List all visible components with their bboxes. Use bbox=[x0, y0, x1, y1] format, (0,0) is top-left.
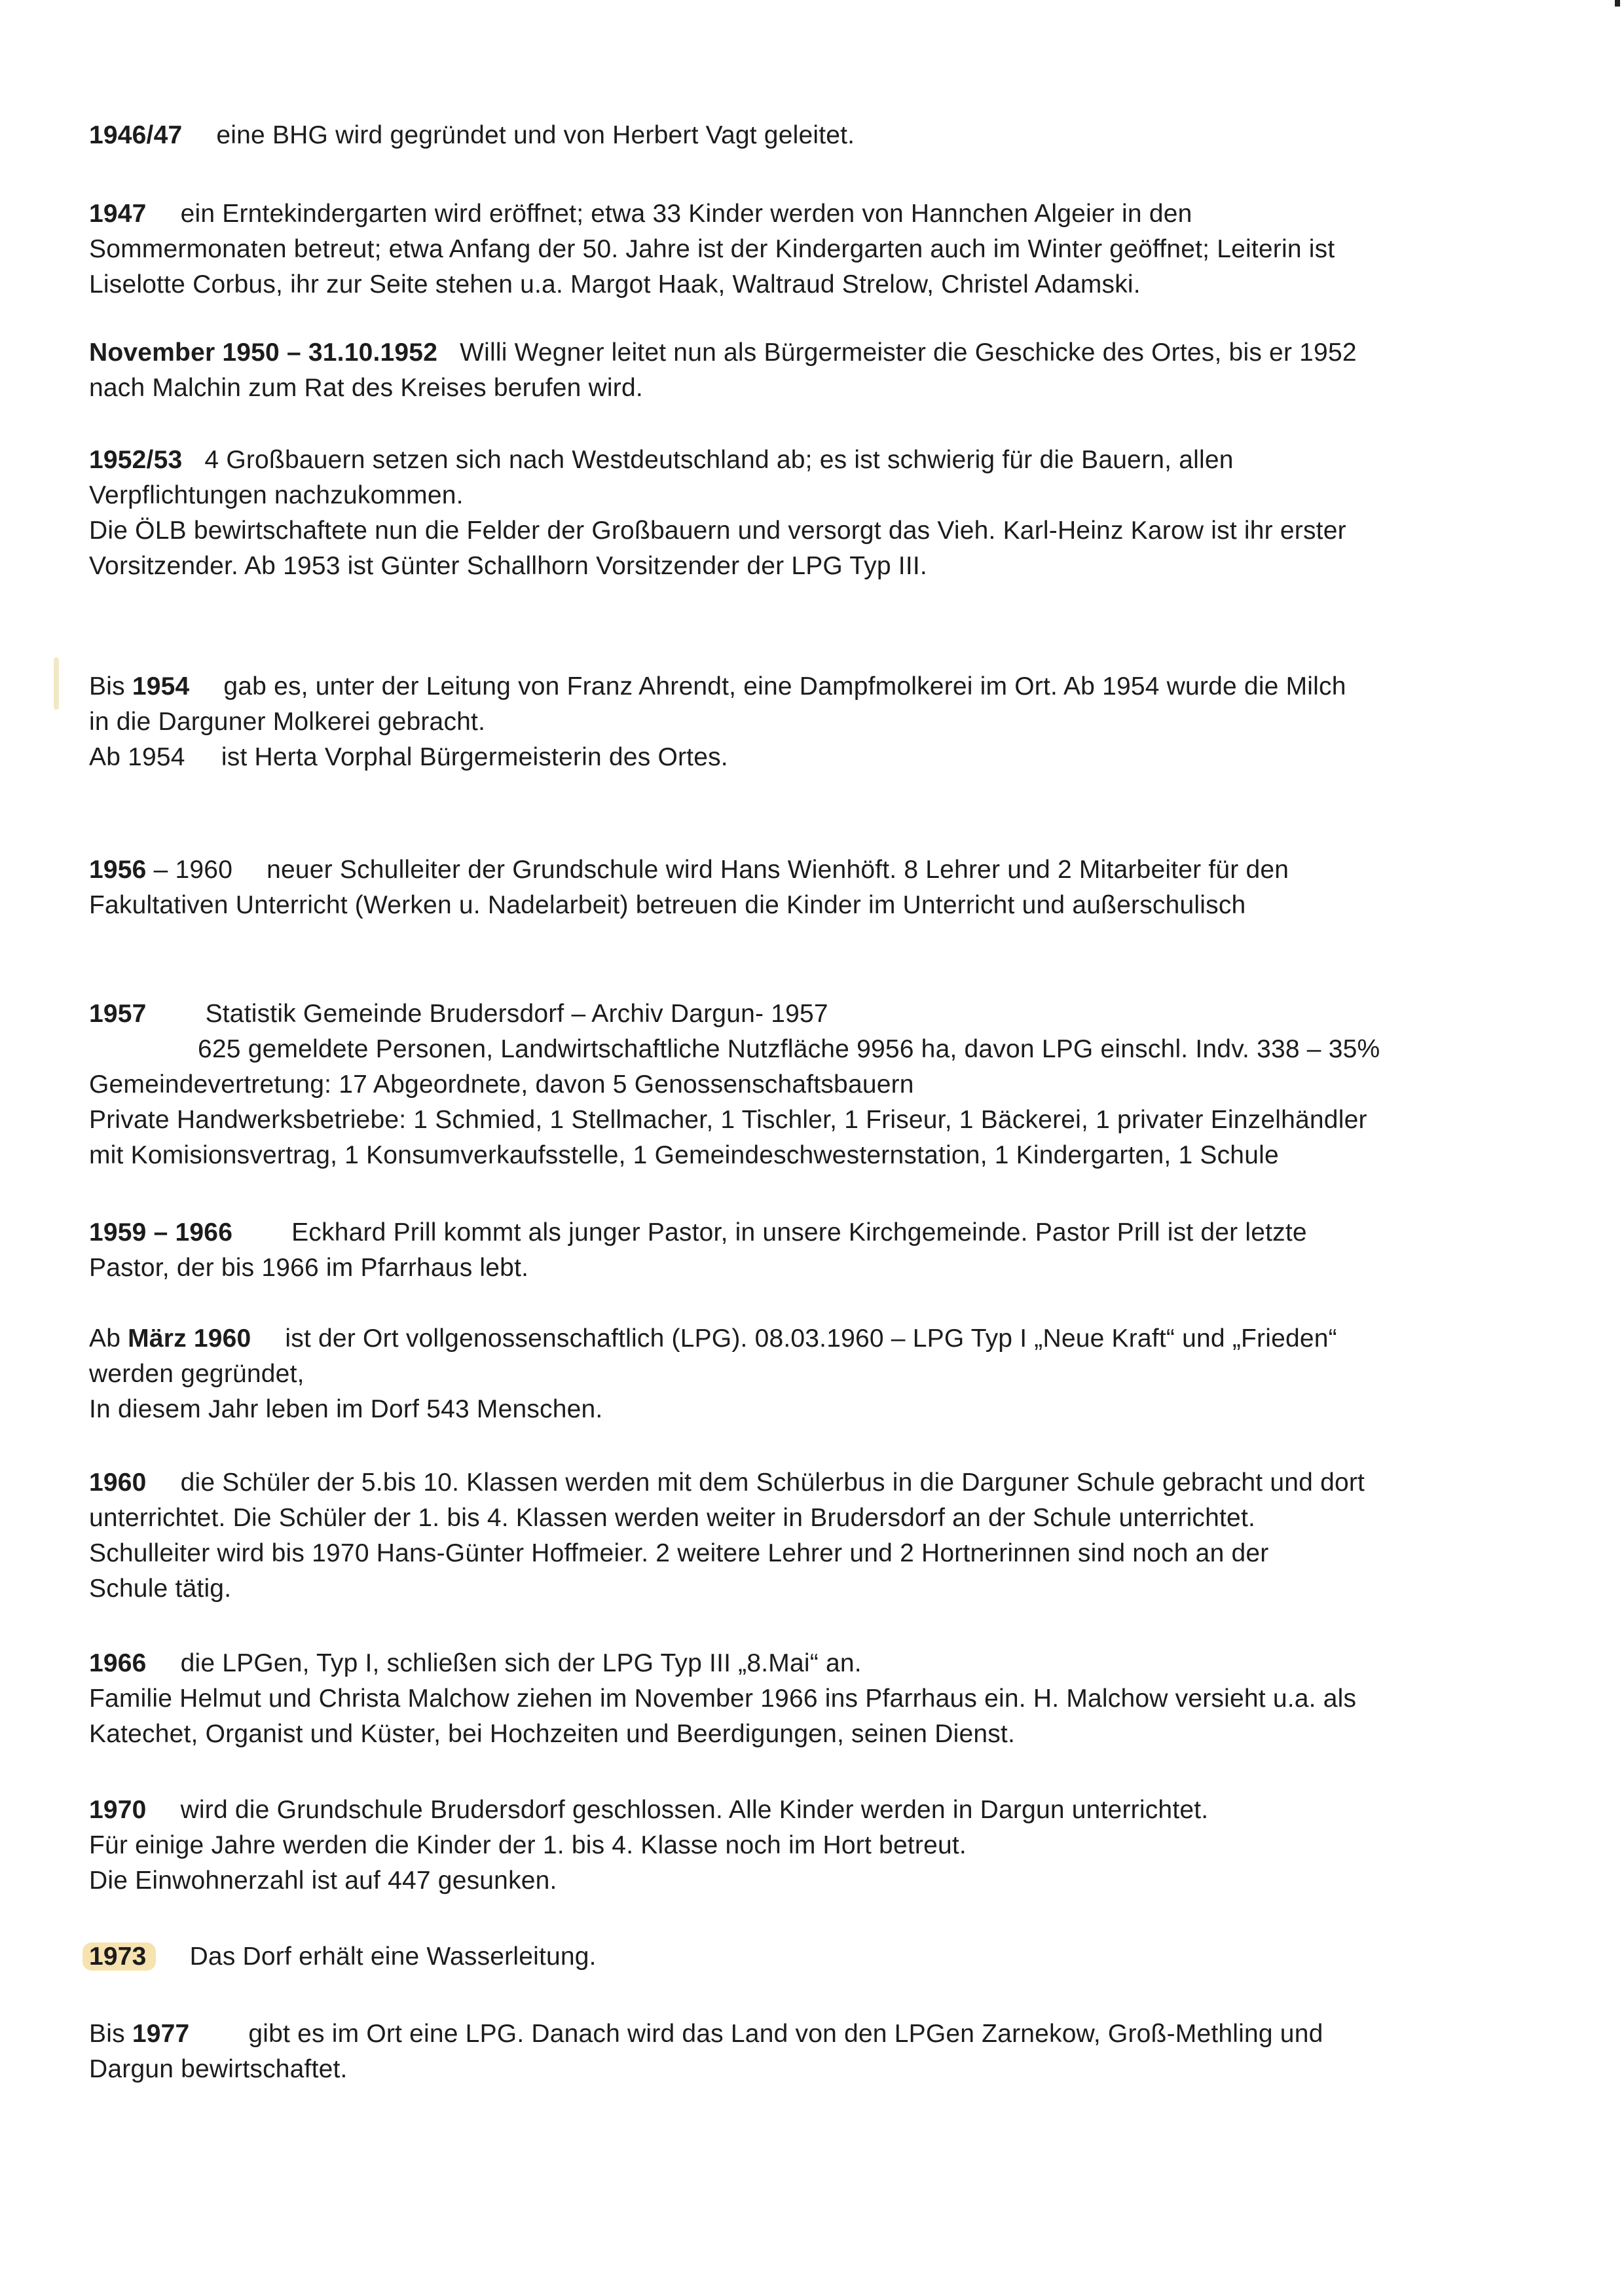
chronicle-entry-1950-1952 bbox=[89, 335, 1477, 406]
chronicle-entry-1966 bbox=[89, 1646, 1477, 1752]
entry-year: 1960 bbox=[89, 1468, 147, 1497]
entry-year: 1970 bbox=[89, 1796, 147, 1824]
entry-prefix: Ab bbox=[89, 1324, 121, 1353]
chronicle-entry-1973 bbox=[89, 1939, 1477, 1975]
entry-text: gibt es im Ort eine LPG. Danach wird das Land von den LPGen Zarnekow, Groß-Methling und bbox=[248, 2020, 1323, 2048]
entry-text: ist der Ort vollgenossenschaftlich (LPG). 08.03.1960 – LPG Typ I „Neue Kraft“ und „Frieden“ bbox=[285, 1324, 1337, 1353]
chronicle-entry-1977 bbox=[89, 2016, 1477, 2087]
scan-edge-mark bbox=[1615, 0, 1620, 7]
entry-year: 1946/47 bbox=[89, 121, 183, 149]
entry-line: In diesem Jahr leben im Dorf 543 Menschen. bbox=[89, 1395, 603, 1423]
entry-text: Eckhard Prill kommt als junger Pastor, in unsere Kirchgemeinde. Pastor Prill ist der letzte bbox=[291, 1218, 1307, 1247]
entry-line bbox=[89, 1939, 1477, 1975]
chronicle-entry-1970 bbox=[89, 1793, 1477, 1899]
chronicle-entry-1959-1966 bbox=[89, 1215, 1477, 1286]
entry-line bbox=[89, 1215, 1477, 1250]
chronicle-entry-1960 bbox=[89, 1465, 1477, 1607]
entry-line bbox=[89, 196, 1477, 232]
entry-line: unterrichtet. Die Schüler der 1. bis 4. Klassen werden weiter in Brudersdorf an der Schule unterrichtet. bbox=[89, 1504, 1256, 1532]
entry-year: 1947 bbox=[89, 200, 147, 228]
chronicle-entry-maerz-1960 bbox=[89, 1321, 1477, 1427]
entry-line: mit Komisionsvertrag, 1 Konsumverkaufsstelle, 1 Gemeindeschwesternstation, 1 Kindergarten, 1 Schule bbox=[89, 1141, 1279, 1169]
entry-prefix: Bis bbox=[89, 2020, 125, 2048]
entry-year: 1966 bbox=[89, 1649, 147, 1677]
entry-line: Vorsitzender. Ab 1953 ist Günter Schallhorn Vorsitzender der LPG Typ III. bbox=[89, 552, 927, 580]
entry-line bbox=[89, 335, 1477, 371]
entry-line: Pastor, der bis 1966 im Pfarrhaus lebt. bbox=[89, 1254, 529, 1282]
entry-line bbox=[89, 1793, 1477, 1828]
entry-year: 1952/53 bbox=[89, 446, 183, 474]
entry-line bbox=[89, 2016, 1477, 2052]
chronicle-entry-1957 bbox=[89, 996, 1477, 1173]
entry-year: 1957 bbox=[89, 1000, 147, 1028]
entry-line: Gemeindevertretung: 17 Abgeordnete, davon 5 Genossenschaftsbauern bbox=[89, 1070, 914, 1099]
entry-line: Familie Helmut und Christa Malchow ziehen im November 1966 ins Pfarrhaus ein. H. Malchow versieht u.a. als bbox=[89, 1685, 1357, 1713]
entry-year: 1956 bbox=[89, 856, 147, 884]
entry-line: nach Malchin zum Rat des Kreises berufen wird. bbox=[89, 374, 643, 402]
entry-line bbox=[89, 669, 1477, 704]
entry-line: Liselotte Corbus, ihr zur Seite stehen u.a. Margot Haak, Waltraud Strelow, Christel Adamski. bbox=[89, 270, 1141, 299]
entry-text: ein Erntekindergarten wird eröffnet; etwa 33 Kinder werden von Hannchen Algeier in den bbox=[180, 200, 1192, 228]
entry-text: wird die Grundschule Brudersdorf geschlossen. Alle Kinder werden in Dargun unterrichtet. bbox=[180, 1796, 1209, 1824]
entry-year: 1954 bbox=[132, 672, 190, 701]
entry-line: Fakultativen Unterricht (Werken u. Nadelarbeit) betreuen die Kinder im Unterricht und außerschulisch bbox=[89, 891, 1246, 919]
entry-year: März 1960 bbox=[128, 1324, 251, 1353]
entry-line: Schulleiter wird bis 1970 Hans-Günter Hoffmeier. 2 weitere Lehrer und 2 Hortnerinnen sind noch an der bbox=[89, 1539, 1269, 1567]
entry-year-highlighted: 1973 bbox=[83, 1942, 156, 1971]
entry-year: 1959 – 1966 bbox=[89, 1218, 233, 1247]
entry-line: Verpflichtungen nachzukommen. bbox=[89, 481, 464, 509]
entry-line bbox=[89, 1321, 1477, 1357]
entry-text: 625 gemeldete Personen, Landwirtschaftliche Nutzfläche 9956 ha, davon LPG einschl. Indv. 338 – 35% bbox=[198, 1035, 1380, 1063]
entry-text: die Schüler der 5.bis 10. Klassen werden mit dem Schülerbus in die Darguner Schule gebracht und dort bbox=[180, 1468, 1365, 1497]
entry-text: die LPGen, Typ I, schließen sich der LPG Typ III „8.Mai“ an. bbox=[180, 1649, 862, 1677]
entry-line: Die Einwohnerzahl ist auf 447 gesunken. bbox=[89, 1867, 557, 1895]
entry-line: in die Darguner Molkerei gebracht. bbox=[89, 708, 486, 736]
entry-year-end: – 1960 bbox=[146, 856, 233, 884]
entry-line bbox=[89, 118, 1477, 153]
entry-line bbox=[89, 1646, 1477, 1681]
entry-text: neuer Schulleiter der Grundschule wird Hans Wienhöft. 8 Lehrer und 2 Mitarbeiter für den bbox=[267, 856, 1289, 884]
chronicle-entry-1947 bbox=[89, 196, 1477, 302]
entry-text: eine BHG wird gegründet und von Herbert Vagt geleitet. bbox=[216, 121, 855, 149]
entry-line: Dargun bewirtschaftet. bbox=[89, 2055, 348, 2083]
entry-year: 1977 bbox=[132, 2020, 190, 2048]
entry-line: Ab 1954 ist Herta Vorphal Bürgermeisterin des Ortes. bbox=[89, 743, 728, 771]
entry-line: Katechet, Organist und Küster, bei Hochzeiten und Beerdigungen, seinen Dienst. bbox=[89, 1720, 1016, 1748]
chronicle-entry-1954 bbox=[89, 669, 1477, 775]
entry-line bbox=[89, 443, 1477, 478]
chronicle-entry-1956-1960 bbox=[89, 852, 1477, 923]
entry-line: Für einige Jahre werden die Kinder der 1. bis 4. Klasse noch im Hort betreut. bbox=[89, 1831, 967, 1859]
entry-line: Die ÖLB bewirtschaftete nun die Felder der Großbauern und versorgt das Vieh. Karl-Heinz Karow ist ihr erster bbox=[89, 517, 1346, 545]
entry-text: Das Dorf erhält eine Wasserleitung. bbox=[189, 1942, 597, 1971]
entry-line: Sommermonaten betreut; etwa Anfang der 50. Jahre ist der Kindergarten auch im Winter geöffnet; Leiterin ist bbox=[89, 235, 1335, 263]
entry-line bbox=[89, 852, 1477, 888]
entry-prefix: Bis bbox=[89, 672, 125, 701]
entry-line bbox=[89, 996, 1477, 1032]
entry-year: November 1950 – 31.10.1952 bbox=[89, 338, 438, 367]
entry-line bbox=[89, 1465, 1477, 1501]
entry-text: 4 Großbauern setzen sich nach Westdeutschland ab; es ist schwierig für die Bauern, allen bbox=[204, 446, 1234, 474]
entry-line: werden gegründet, bbox=[89, 1360, 304, 1388]
entry-text: Willi Wegner leitet nun als Bürgermeister die Geschicke des Ortes, bis er 1952 bbox=[460, 338, 1357, 367]
entry-text: Statistik Gemeinde Brudersdorf – Archiv Dargun- 1957 bbox=[205, 1000, 828, 1028]
entry-line bbox=[89, 1032, 1477, 1067]
chronicle-entry-1952-53 bbox=[89, 443, 1477, 584]
chronicle-entry-1946-47 bbox=[89, 118, 1477, 153]
margin-highlight-mark bbox=[54, 657, 59, 710]
entry-line: Private Handwerksbetriebe: 1 Schmied, 1 Stellmacher, 1 Tischler, 1 Friseur, 1 Bäckerei, 1 privater Einzelhändler bbox=[89, 1106, 1367, 1134]
entry-text: gab es, unter der Leitung von Franz Ahrendt, eine Dampfmolkerei im Ort. Ab 1954 wurde die Milch bbox=[223, 672, 1346, 701]
entry-line: Schule tätig. bbox=[89, 1575, 232, 1603]
